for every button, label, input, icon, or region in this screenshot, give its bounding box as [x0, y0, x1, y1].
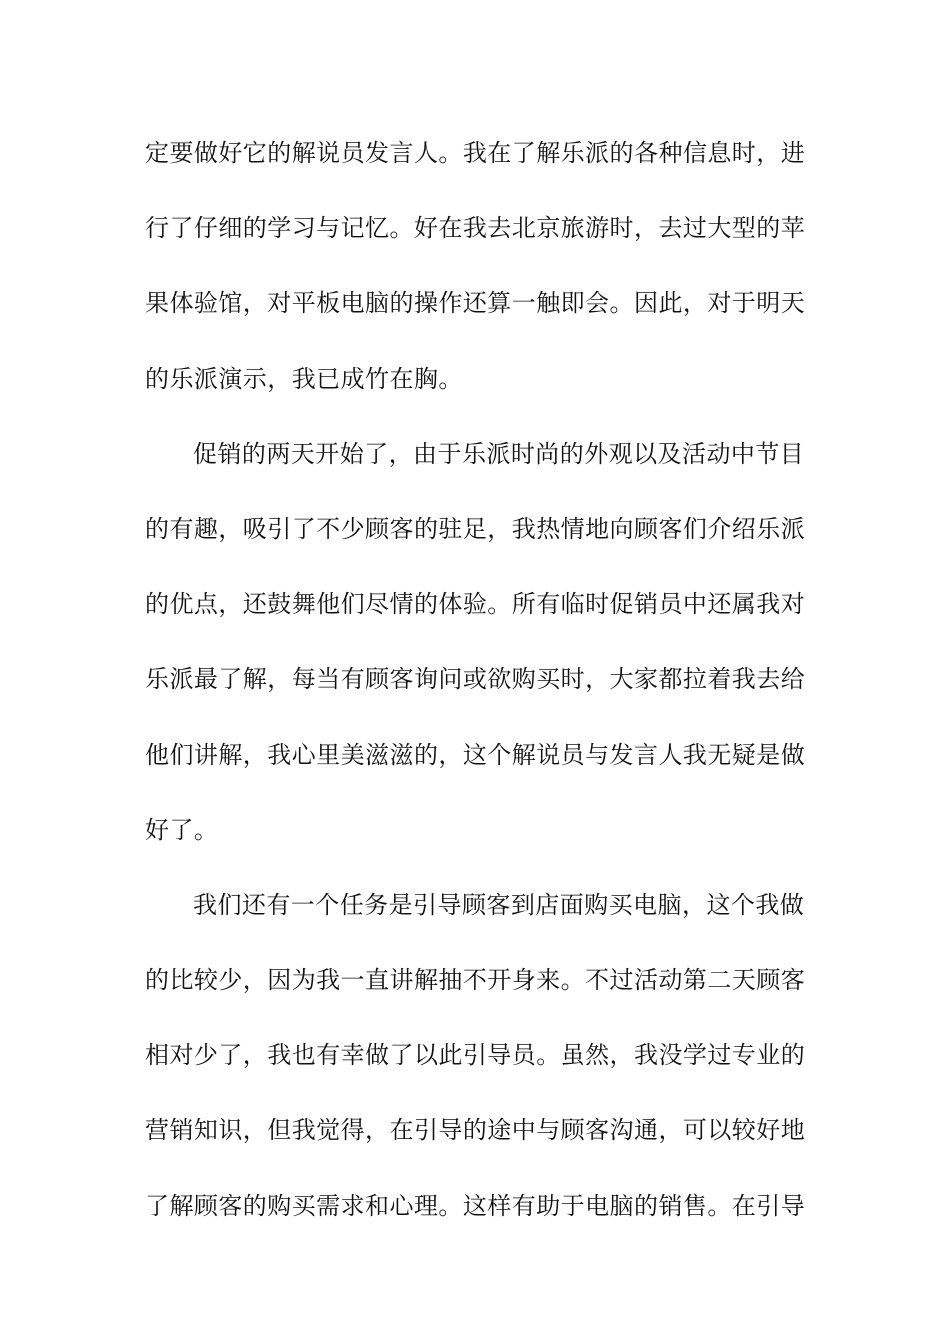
text-line: 相对少了，我也有幸做了以此引导员。虽然，我没学过专业的	[145, 1041, 806, 1070]
text-line: 的优点，还鼓舞他们尽情的体验。所有临时促销员中还属我对	[145, 590, 806, 619]
text-line: 的比较少，因为我一直讲解抽不开身来。不过活动第二天顾客	[145, 966, 806, 995]
paragraph-first-line: 促销的两天开始了，由于乐派时尚的外观以及活动中节目	[193, 439, 805, 468]
text-line: 果体验馆，对平板电脑的操作还算一触即会。因此，对于明天	[145, 289, 806, 318]
text-line: 营销知识，但我觉得，在引导的途中与顾客沟通，可以较好地	[145, 1116, 806, 1145]
text-line: 定要做好它的解说员发言人。我在了解乐派的各种信息时，进	[145, 139, 806, 167]
text-line: 的有趣，吸引了不少顾客的驻足，我热情地向顾客们介绍乐派	[145, 514, 806, 543]
text-line: 乐派最了解，每当有顾客询问或欲购买时，大家都拉着我去给	[145, 665, 806, 694]
text-line: 了解顾客的购买需求和心理。这样有助于电脑的销售。在引导	[145, 1191, 806, 1220]
text-line: 他们讲解，我心里美滋滋的，这个解说员与发言人我无疑是做	[145, 740, 806, 769]
text-line: 的乐派演示，我已成竹在胸。	[145, 364, 463, 393]
text-line: 好了。	[145, 815, 219, 844]
paragraph-first-line: 我们还有一个任务是引导顾客到店面购买电脑，这个我做	[193, 890, 805, 919]
text-line: 行了仔细的学习与记忆。好在我去北京旅游时，去过大型的苹	[145, 214, 806, 243]
body-text	[145, 128, 810, 1256]
